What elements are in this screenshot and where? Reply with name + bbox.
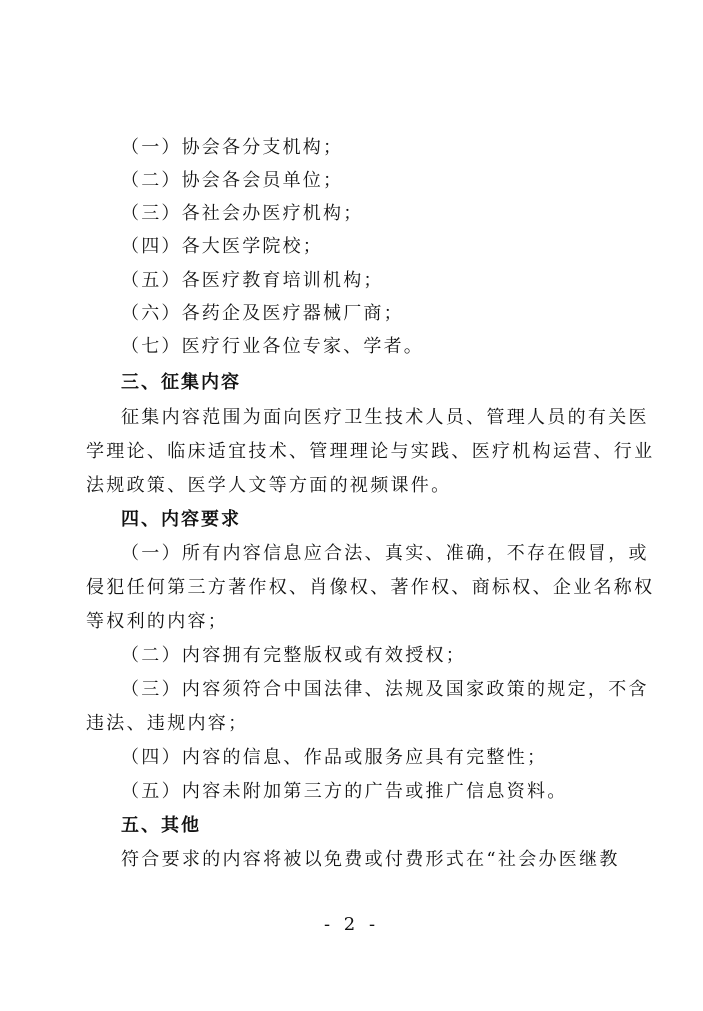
paragraph-line: 符合要求的内容将被以免费或付费形式在“社会办医继教 [121, 849, 620, 870]
paragraph-line: 违法、违规内容； [86, 713, 249, 734]
section-heading-content-scope: 三、征集内容 [121, 372, 241, 393]
list-item: （一）协会各分支机构； [121, 137, 344, 158]
paragraph-line: （五）内容未附加第三方的广告或推广信息资料。 [121, 781, 568, 802]
list-item: （五）各医疗教育培训机构； [121, 270, 384, 291]
page-number: - 2 - [323, 914, 380, 935]
paragraph-line: （三）内容须符合中国法律、法规及国家政策的规定，不含 [121, 679, 649, 700]
section-heading-content-requirements: 四、内容要求 [121, 509, 241, 530]
list-item: （二）协会各会员单位； [121, 170, 344, 191]
paragraph-line: 学理论、临床适宜技术、管理理论与实践、医疗机构运营、行业 [86, 441, 655, 462]
list-item: （七）医疗行业各位专家、学者。 [121, 336, 424, 357]
list-item: （三）各社会办医疗机构； [121, 203, 364, 224]
paragraph-line: 法规政策、医学人文等方面的视频课件。 [86, 475, 452, 496]
paragraph-line: （二）内容拥有完整版权或有效授权； [121, 645, 467, 666]
paragraph-line: 征集内容范围为面向医疗卫生技术人员、管理人员的有关医 [121, 407, 649, 428]
paragraph-line: 侵犯任何第三方著作权、肖像权、著作权、商标权、企业名称权 [86, 577, 655, 598]
paragraph-line: （四）内容的信息、作品或服务应具有完整性； [121, 747, 548, 768]
paragraph-line: （一）所有内容信息应合法、真实、准确，不存在假冒，或 [121, 543, 649, 564]
section-heading-other: 五、其他 [121, 815, 201, 836]
list-item: （四）各大医学院校； [121, 236, 323, 257]
paragraph-line: 等权利的内容； [86, 611, 229, 632]
list-item: （六）各药企及医疗器械厂商； [121, 303, 404, 324]
